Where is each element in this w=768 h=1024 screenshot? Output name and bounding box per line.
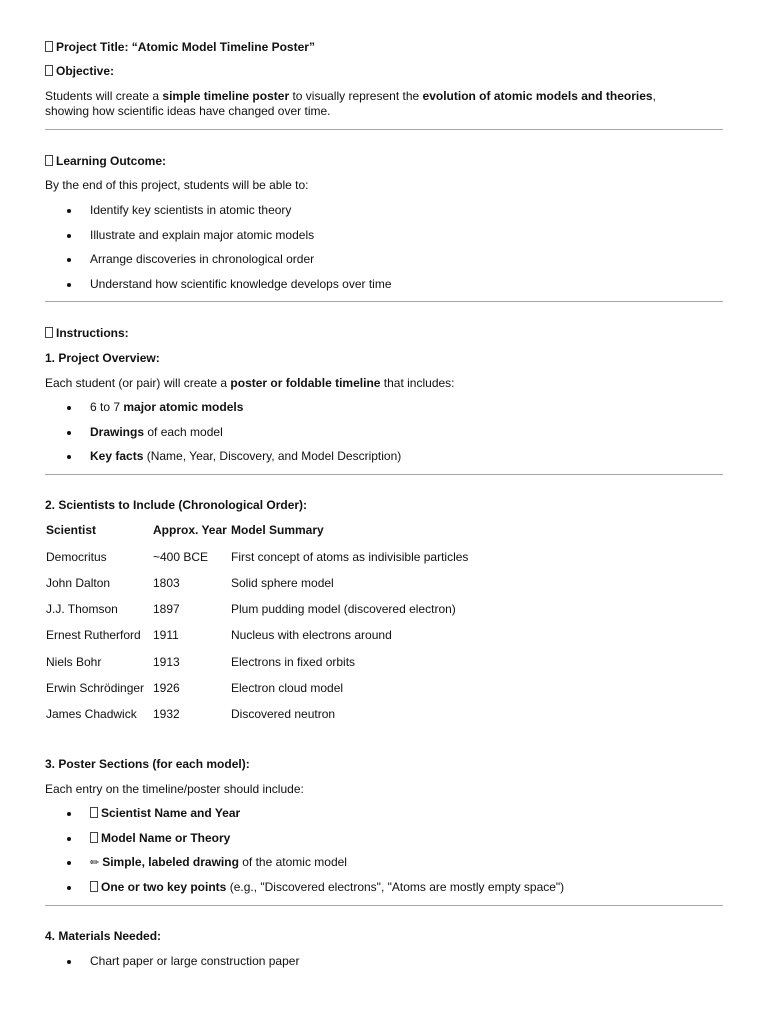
section-divider: [45, 301, 723, 302]
bullet-icon: [67, 861, 71, 865]
cell-summary: Plum pudding model (discovered electron): [231, 602, 456, 616]
list-item: Drawings of each model: [90, 425, 223, 439]
placeholder-box-icon: [90, 807, 98, 818]
bullet-icon: [67, 431, 71, 435]
cell-year: 1911: [153, 628, 179, 642]
placeholder-box-icon: [90, 881, 98, 892]
objective-line-1: Students will create a simple timeline poster to visually represent the evolution of atomic models and theories,: [45, 89, 656, 103]
list-item: Chart paper or large construction paper: [90, 954, 300, 968]
placeholder-box-icon: [45, 327, 53, 338]
list-item: ✏ Simple, labeled drawing of the atomic model: [90, 855, 347, 869]
placeholder-box-icon: [45, 65, 53, 76]
objective-line-2: showing how scientific ideas have changed over time.: [45, 104, 331, 118]
bullet-icon: [67, 234, 71, 238]
project-overview-heading: 1. Project Overview:: [45, 351, 160, 365]
list-item: One or two key points (e.g., "Discovered electrons", "Atoms are mostly empty space"): [90, 880, 564, 895]
placeholder-box-icon: [45, 155, 53, 166]
objective-heading: Objective:: [45, 64, 114, 79]
scientists-heading: 2. Scientists to Include (Chronological Order):: [45, 498, 308, 512]
bullet-icon: [67, 258, 71, 262]
project-title: Project Title: “Atomic Model Timeline Poster”: [45, 40, 315, 55]
cell-year: 1803: [153, 576, 180, 590]
column-header-year: Approx. Year: [153, 523, 227, 537]
bullet-icon: [67, 283, 71, 287]
list-item: Understand how scientific knowledge develops over time: [90, 277, 392, 291]
cell-scientist: J.J. Thomson: [46, 602, 118, 616]
list-item: Model Name or Theory: [90, 831, 230, 846]
project-overview-intro: Each student (or pair) will create a poster or foldable timeline that includes:: [45, 376, 455, 390]
pencil-icon: ✏: [90, 856, 100, 869]
placeholder-box-icon: [90, 832, 98, 843]
bullet-icon: [67, 837, 71, 841]
section-divider: [45, 905, 723, 906]
list-item: 6 to 7 major atomic models: [90, 400, 244, 414]
cell-year: 1897: [153, 602, 180, 616]
instructions-heading: Instructions:: [45, 326, 129, 341]
cell-scientist: Erwin Schrödinger: [46, 681, 145, 695]
cell-scientist: James Chadwick: [46, 707, 137, 721]
learning-outcome-intro: By the end of this project, students will be able to:: [45, 178, 309, 192]
list-item: Identify key scientists in atomic theory: [90, 203, 292, 217]
cell-summary: Discovered neutron: [231, 707, 336, 721]
cell-year: 1932: [153, 707, 180, 721]
poster-sections-intro: Each entry on the timeline/poster should include:: [45, 782, 304, 796]
cell-scientist: Niels Bohr: [46, 655, 102, 669]
column-header-summary: Model Summary: [231, 523, 324, 537]
list-item: Illustrate and explain major atomic models: [90, 228, 315, 242]
list-item: Key facts (Name, Year, Discovery, and Model Description): [90, 449, 402, 463]
list-item: Arrange discoveries in chronological order: [90, 252, 315, 266]
bullet-icon: [67, 406, 71, 410]
cell-year: 1913: [153, 655, 180, 669]
bullet-icon: [67, 886, 71, 890]
cell-scientist: Ernest Rutherford: [46, 628, 141, 642]
bullet-icon: [67, 960, 71, 964]
cell-scientist: John Dalton: [46, 576, 111, 590]
placeholder-box-icon: [45, 41, 53, 52]
poster-sections-heading: 3. Poster Sections (for each model):: [45, 757, 250, 771]
cell-summary: Electrons in fixed orbits: [231, 655, 356, 669]
cell-summary: Solid sphere model: [231, 576, 334, 590]
bullet-icon: [67, 209, 71, 213]
learning-outcome-heading: Learning Outcome:: [45, 154, 166, 169]
section-divider: [45, 474, 723, 475]
bullet-icon: [67, 812, 71, 816]
cell-summary: First concept of atoms as indivisible particles: [231, 550, 469, 564]
bullet-icon: [67, 455, 71, 459]
cell-year: ~400 BCE: [153, 550, 209, 564]
cell-scientist: Democritus: [46, 550, 107, 564]
column-header-scientist: Scientist: [46, 523, 97, 537]
section-divider: [45, 129, 723, 130]
cell-summary: Nucleus with electrons around: [231, 628, 392, 642]
materials-heading: 4. Materials Needed:: [45, 929, 162, 943]
cell-summary: Electron cloud model: [231, 681, 344, 695]
cell-year: 1926: [153, 681, 180, 695]
list-item: Scientist Name and Year: [90, 806, 240, 821]
